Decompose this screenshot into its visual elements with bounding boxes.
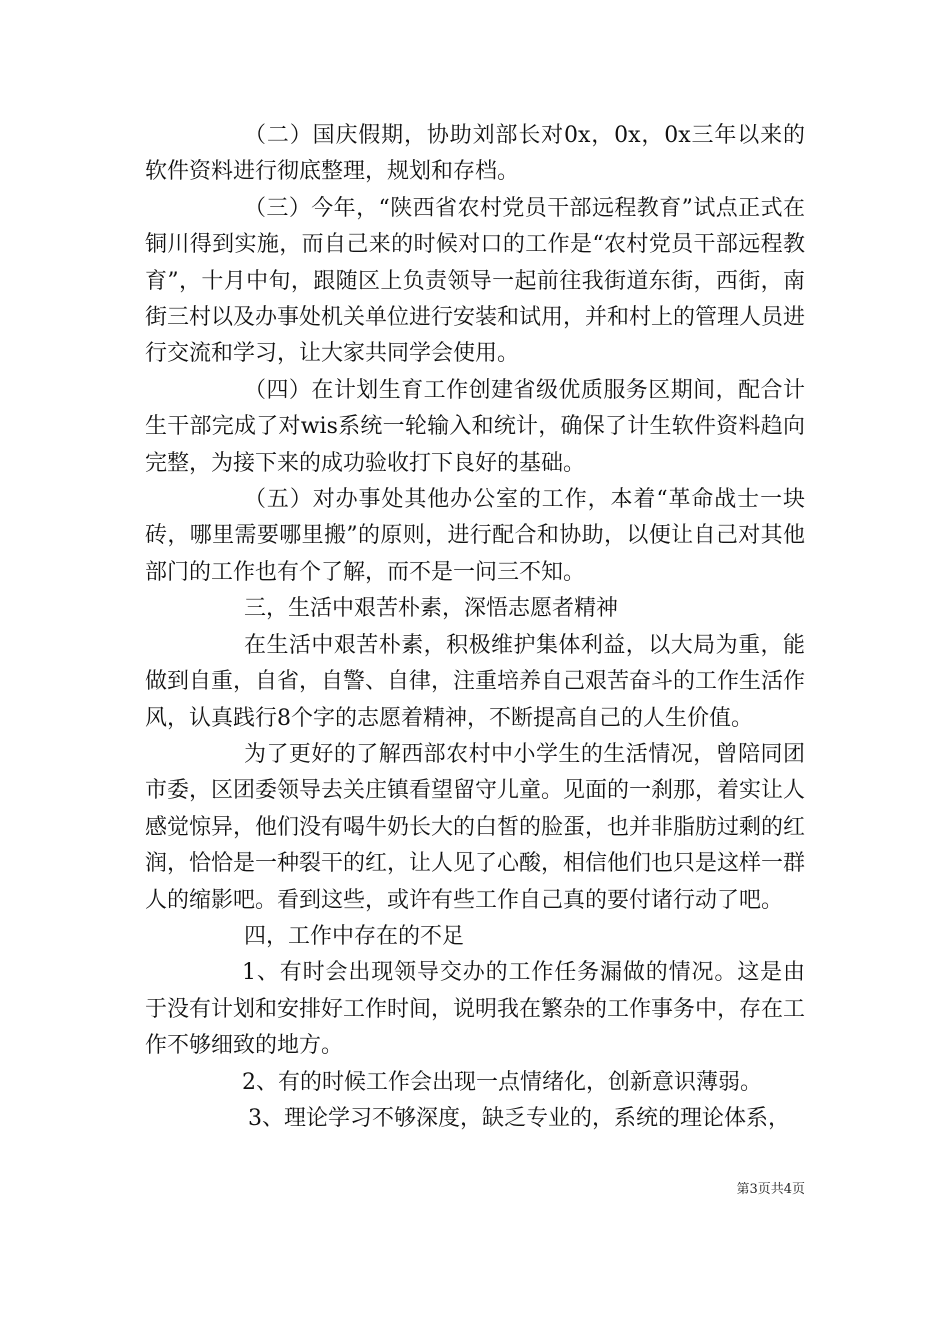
paragraph-3: （三）今年，“陕西省农村党员干部远程教育”试点正式在铜川得到实施，而自己来的时候对口的工作是“农村党员干部远程教育”，十月中旬，跟随区上负责领导一起前往我街道东街，西街，南街三村以及办事处机关单位进行安装和试用，并和村上的管理人员进行交流和学习，让大家共同学会使用。 — [145, 195, 806, 367]
paragraph-2: （二）国庆假期，协助刘部长对0x，0x，0x三年以来的软件资料进行彻底整理，规划和存档。 — [145, 123, 805, 185]
shortcoming-item-1: 1、有时会出现领导交办的工作任务漏做的情况。这是由于没有计划和安排好工作时间，说明我在繁杂的工作事务中，存在工作不够细致的地方。 — [145, 960, 806, 1059]
shortcoming-item-2: 2、有的时候工作会出现一点情绪化，创新意识薄弱。 — [242, 1069, 762, 1095]
paragraph-5: （五）对办事处其他办公室的工作，本着“革命战士一块砖，哪里需要哪里搬”的原则，进行配合和协助，以便让自己对其他部门的工作也有个了解，而不是一问三不知。 — [145, 487, 805, 585]
document-body — [145, 118, 805, 1137]
shortcoming-item-3: 3、理论学习不够深度，缺乏专业的，系统的理论体系， — [248, 1105, 790, 1131]
paragraph-life-1: 在生活中艰苦朴素，积极维护集体利益，以大局为重，能做到自重，自省，自警、自律，注重培养自己艰苦奋斗的工作生活作风，认真践行8个字的志愿着精神，不断提高自己的人生价值。 — [145, 632, 806, 731]
page-number-footer: 第3页共4页 — [736, 1182, 805, 1197]
section-heading-shortcomings: 四，工作中存在的不足 — [244, 923, 465, 949]
paragraph-life-2: 为了更好的了解西部农村中小学生的生活情况，曾陪同团市委，区团委领导去关庄镇看望留守儿童。见面的一刹那，着实让人感觉惊异，他们没有喝牛奶长大的白皙的脸蛋，也并非脂肪过剩的红润，恰恰是一种裂干的红，让人见了心酸，相信他们也只是这样一群人的缩影吧。看到这些，或许有些工作自己真的要付诸行动了吧。 — [145, 741, 806, 913]
paragraph-4: （四）在计划生育工作创建省级优质服务区期间，配合计生干部完成了对wis系统一轮输入和统计，确保了计生软件资料趋向完整，为接下来的成功验收打下良好的基础。 — [145, 377, 805, 476]
section-heading-life: 三，生活中艰苦朴素，深悟志愿者精神 — [244, 596, 619, 622]
